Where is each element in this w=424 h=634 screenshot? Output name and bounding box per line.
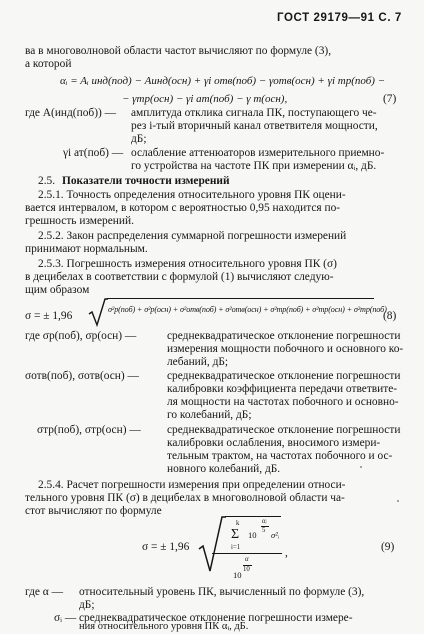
formula-9-number: (9): [381, 541, 395, 553]
p-2-5-2-line-1: 2.5.2. Закон распределения суммарной погрешности измерений: [38, 230, 347, 242]
formula-9-sigma-i: σ²ᵢ: [271, 530, 280, 540]
def8-2-line-2: калибровки коэффициента передачи ответвите-: [167, 383, 398, 395]
def9-alpha-line-2: дБ;: [79, 599, 95, 611]
formula-9-den-base: 10: [233, 570, 242, 580]
scan-speck-2: [360, 466, 362, 468]
def8-1-line-3: лебаний, дБ;: [167, 356, 229, 368]
def-a-ind-line-3: дБ;: [131, 133, 147, 145]
formula-9-radical-sign: [198, 515, 226, 573]
formula-9-base: 10: [248, 530, 257, 540]
def8-3-line-2: калибровки ослабления, вносимого измери-: [167, 437, 381, 449]
intro-line-1: ва в многоволновой области частот вычисляют по формуле (3),: [25, 45, 332, 57]
formula-9-exp-num: αᵢ: [262, 518, 267, 525]
p-2-5-4-line-1: 2.5.4. Расчет погрешности измерения при определении относи-: [38, 479, 346, 491]
def8-term-2: σотв(поб), σотв(осн) —: [25, 370, 139, 382]
def8-3-line-4: новного колебаний, дБ.: [167, 463, 281, 475]
formula-7-line-2: − γтр(осн) − γi ат(поб) − γ т(осн),: [122, 93, 288, 105]
formula-8-lhs: σ = ± 1,96: [25, 310, 73, 322]
def8-term-3: σтр(поб), σтр(осн) —: [37, 424, 141, 436]
def8-2-line-3: ля мощности на частотах побочного и основно-: [167, 396, 399, 408]
scan-speck-1: [397, 500, 399, 502]
def9-term-alpha: где α —: [25, 586, 64, 598]
page-header: ГОСТ 29179—91 С. 7: [277, 12, 402, 24]
p-2-5-3-line-1: 2.5.3. Погрешность измерения относительного уровня ПК (σ): [38, 258, 337, 270]
section-2-5-heading: Показатели точности измерений: [62, 175, 230, 187]
def9-alpha-line-1: относительный уровень ПК, вычисленный по формуле (3),: [79, 586, 365, 598]
formula-8-radicand: σ²р(поб) + σ²р(осн) + σ²отв(поб) + σ²отв(осн) + σ²тр(поб) + σ²тр(осн) + σ²тр(поб): [108, 305, 387, 314]
intro-line-2: а которой: [25, 58, 72, 70]
p-2-5-4-line-2: тельного уровня ПК (σ) в децибелах в многоволновой области ча-: [25, 492, 345, 504]
p-2-5-1-line-1: 2.5.1. Точность определения относительного уровня ПК оцени-: [38, 189, 346, 201]
def8-2-line-1: среднеквадратическое отклонение погрешности: [167, 370, 401, 382]
formula-8-radical-sign: [88, 297, 108, 327]
p-2-5-3-line-2: в децибелах в соответствии с формулой (1) вычисляют следую-: [25, 271, 334, 283]
formula-9-radical-bar: [225, 516, 281, 517]
formula-9-sum-symbol: Σ: [231, 527, 240, 542]
def-gamma-at-line-1: ослабление аттенюаторов измерительного приемно-: [131, 147, 385, 159]
formula-9-lhs: σ = ± 1,96: [142, 541, 190, 553]
formula-9-sum-lower: i=1: [231, 544, 241, 551]
def-gamma-at-line-2: го устройства на частоте ПК при измерении αᵢ, дБ.: [131, 160, 377, 172]
formula-8-number: (8): [383, 310, 397, 322]
def8-2-line-4: го колебаний, дБ;: [167, 409, 252, 421]
formula-9-sum-upper: k: [236, 520, 240, 527]
formula-7-line-1: αᵢ = Aᵢ инд(под) − Aинд(осн) + γi отв(поб) − γотв(осн) + γi тр(поб) −: [60, 75, 386, 87]
p-2-5-4-line-3: стот вычисляют по формуле: [25, 505, 162, 517]
def8-3-line-3: тельным трактом, на частотах побочного и ос-: [167, 450, 393, 462]
def-a-ind-line-2: рез i-тый вторичный канал ответвителя мощности,: [131, 120, 378, 132]
section-2-5-number: 2.5.: [38, 175, 56, 187]
def8-3-line-1: среднеквадратическое отклонение погрешности: [167, 424, 401, 436]
formula-9-den-exp-den: 10: [243, 566, 250, 573]
def8-1-line-2: измерения мощности побочного и основного ко-: [167, 343, 404, 355]
formula-9-den-exp-num: α: [245, 556, 249, 563]
formula-7-number: (7): [383, 93, 397, 105]
def8-term-1: где σр(поб), σр(осн) —: [25, 330, 137, 342]
formula-9-comma: ,: [285, 547, 288, 559]
p-2-5-1-line-2: вается интервалом, в котором с вероятностью 0,95 находится по-: [25, 202, 341, 214]
formula-9-fraction-bar: [212, 553, 282, 554]
def-term-gamma-at: γi ат(поб) —: [63, 147, 124, 159]
def9-sigma-i-line-1: среднеквадратическое отклонение погрешности измере-: [79, 612, 353, 624]
def9-sigma-i-line-2: ния относительного уровня ПК αᵢ, дБ.: [79, 621, 249, 632]
def9-term-sigma-i: σᵢ —: [54, 612, 77, 624]
formula-9-exp-den: 5: [262, 527, 266, 534]
p-2-5-1-line-3: грешность измерений.: [25, 215, 134, 227]
def-term-a-ind: где A(инд(поб)) —: [25, 107, 117, 119]
p-2-5-3-line-3: щим образом: [25, 284, 90, 296]
formula-8-radical-bar: [107, 298, 374, 299]
p-2-5-2-line-2: принимают нормальным.: [25, 243, 148, 255]
def8-1-line-1: среднеквадратическое отклонение погрешности: [167, 330, 401, 342]
def-a-ind-line-1: амплитуда отклика сигнала ПК, поступающего че-: [131, 107, 377, 119]
